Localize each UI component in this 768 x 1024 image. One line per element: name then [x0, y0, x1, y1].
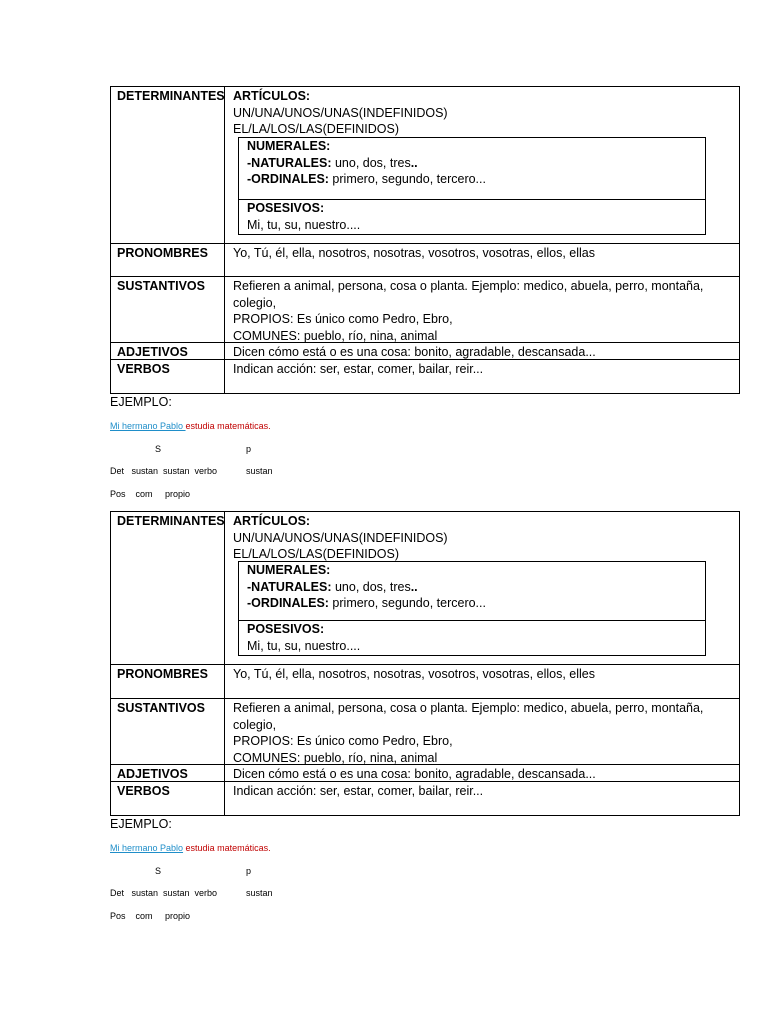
row-label-determinantes: DETERMINANTES — [111, 512, 225, 664]
row-label-pronombres: PRONOMBRES — [111, 244, 225, 277]
naturales-label: -NATURALES: — [247, 579, 332, 594]
posesivos-text: Mi, tu, su, nuestro.... — [247, 638, 361, 653]
example-subject-link[interactable]: Mi hermano Pablo — [110, 421, 186, 431]
adjetivos-text: Dicen cómo está o es una cosa: bonito, agradable, descansada... — [233, 345, 596, 359]
example-predicate: estudia matemáticas. — [183, 843, 271, 853]
sustantivos-line-3: PROPIOS: Es único como Pedro, Ebro, — [233, 734, 453, 748]
determinantes-content — [226, 87, 739, 243]
naturales-line — [247, 155, 700, 172]
row-label-sustantivos: SUSTANTIVOS — [111, 699, 225, 765]
numerales-heading: NUMERALES: — [247, 139, 331, 153]
row-adjetivos — [111, 342, 739, 360]
analysis-row-1: Det sustan sustan verbo — [110, 466, 218, 476]
row-sustantivos — [111, 698, 739, 765]
example-sentence — [110, 421, 271, 431]
sustantivos-content — [226, 277, 739, 343]
row-label-adjetivos: ADJETIVOS — [111, 765, 225, 782]
numerales-section — [239, 138, 705, 199]
example-sentence — [110, 843, 271, 853]
nested-box — [238, 137, 706, 235]
example-predicate: estudia matemáticas. — [185, 421, 271, 431]
ordinales-text: primero, segundo, tercero... — [328, 172, 486, 186]
articulos-indefinidos: UN/UNA/UNOS/UNAS(INDEFINIDOS) — [233, 105, 448, 120]
row-determinantes — [111, 512, 739, 664]
articulos-heading: ARTÍCULOS: — [233, 89, 311, 103]
articulos-heading: ARTÍCULOS: — [233, 514, 311, 528]
example-heading: EJEMPLO: — [110, 817, 172, 831]
ordinales-label: -ORDINALES: — [247, 596, 329, 610]
naturales-ellipsis: .. — [410, 579, 418, 594]
predicate-marker: p — [246, 866, 252, 876]
analysis-row-1-predicate: sustan — [246, 466, 273, 476]
posesivos-section — [239, 620, 705, 654]
row-pronombres — [111, 664, 739, 699]
posesivos-heading: POSESIVOS: — [247, 201, 325, 215]
numerales-heading: NUMERALES: — [247, 563, 331, 577]
analysis-row-2: Pos com propio — [110, 911, 191, 921]
posesivos-section — [239, 199, 705, 233]
ordinales-line — [247, 171, 700, 188]
row-label-pronombres: PRONOMBRES — [111, 665, 225, 699]
naturales-label: -NATURALES: — [247, 155, 332, 170]
articulos-definidos: EL/LA/LOS/LAS(DEFINIDOS) — [233, 122, 400, 136]
nested-box — [238, 561, 706, 656]
articulos-definidos: EL/LA/LOS/LAS(DEFINIDOS) — [233, 547, 400, 561]
analysis-row-2: Pos com propio — [110, 489, 191, 499]
row-label-determinantes: DETERMINANTES — [111, 87, 225, 243]
example-heading: EJEMPLO: — [110, 395, 172, 409]
row-determinantes — [111, 87, 739, 243]
row-adjetivos — [111, 764, 739, 782]
naturales-text: uno, dos, tres — [331, 579, 411, 594]
row-label-adjetivos: ADJETIVOS — [111, 343, 225, 360]
pronombres-text: Yo, Tú, él, ella, nosotros, nosotras, vosotros, vosotras, ellos, elles — [233, 667, 595, 681]
grammar-table-2 — [110, 511, 740, 816]
grammar-table-1 — [110, 86, 740, 394]
articulos-indefinidos: UN/UNA/UNOS/UNAS(INDEFINIDOS) — [233, 530, 448, 545]
row-verbos — [111, 359, 739, 394]
naturales-line — [247, 579, 700, 596]
row-label-verbos: VERBOS — [111, 360, 225, 394]
pronombres-text: Yo, Tú, él, ella, nosotros, nosotras, vosotros, vosotras, ellos, ellas — [233, 246, 595, 260]
sustantivos-line-4: COMUNES: pueblo, río, nina, animal — [233, 328, 438, 343]
adjetivos-text: Dicen cómo está o es una cosa: bonito, agradable, descansada... — [233, 767, 596, 781]
ordinales-text: primero, segundo, tercero... — [328, 596, 486, 610]
naturales-text: uno, dos, tres — [331, 155, 411, 170]
row-label-sustantivos: SUSTANTIVOS — [111, 277, 225, 343]
sustantivos-line-3: PROPIOS: Es único como Pedro, Ebro, — [233, 312, 453, 326]
sustantivos-line-2: colegio, — [233, 295, 277, 310]
example-subject-link[interactable]: Mi hermano Pablo — [110, 843, 184, 853]
verbos-text: Indican acción: ser, estar, comer, bailar, reir... — [233, 784, 484, 798]
sustantivos-line-1: Refieren a animal, persona, cosa o planta. Ejemplo: medico, abuela, perro, montaña, — [233, 701, 704, 715]
row-verbos — [111, 781, 739, 816]
predicate-marker: p — [246, 444, 252, 454]
sustantivos-line-4: COMUNES: pueblo, río, nina, animal — [233, 750, 438, 765]
posesivos-text: Mi, tu, su, nuestro.... — [247, 217, 361, 232]
row-sustantivos — [111, 276, 739, 343]
ordinales-label: -ORDINALES: — [247, 172, 329, 186]
verbos-text: Indican acción: ser, estar, comer, bailar, reir... — [233, 362, 484, 376]
sustantivos-content — [226, 699, 739, 765]
posesivos-heading: POSESIVOS: — [247, 622, 325, 636]
determinantes-content — [226, 512, 739, 664]
analysis-row-1: Det sustan sustan verbo — [110, 888, 218, 898]
analysis-row-1-predicate: sustan — [246, 888, 273, 898]
sustantivos-line-2: colegio, — [233, 717, 277, 732]
numerales-section — [239, 562, 705, 620]
row-label-verbos: VERBOS — [111, 782, 225, 816]
ordinales-line — [247, 595, 700, 612]
subject-marker: S — [155, 444, 162, 454]
subject-marker: S — [155, 866, 162, 876]
naturales-ellipsis: .. — [410, 155, 418, 170]
sustantivos-line-1: Refieren a animal, persona, cosa o planta. Ejemplo: medico, abuela, perro, montaña, — [233, 279, 704, 293]
row-pronombres — [111, 243, 739, 277]
